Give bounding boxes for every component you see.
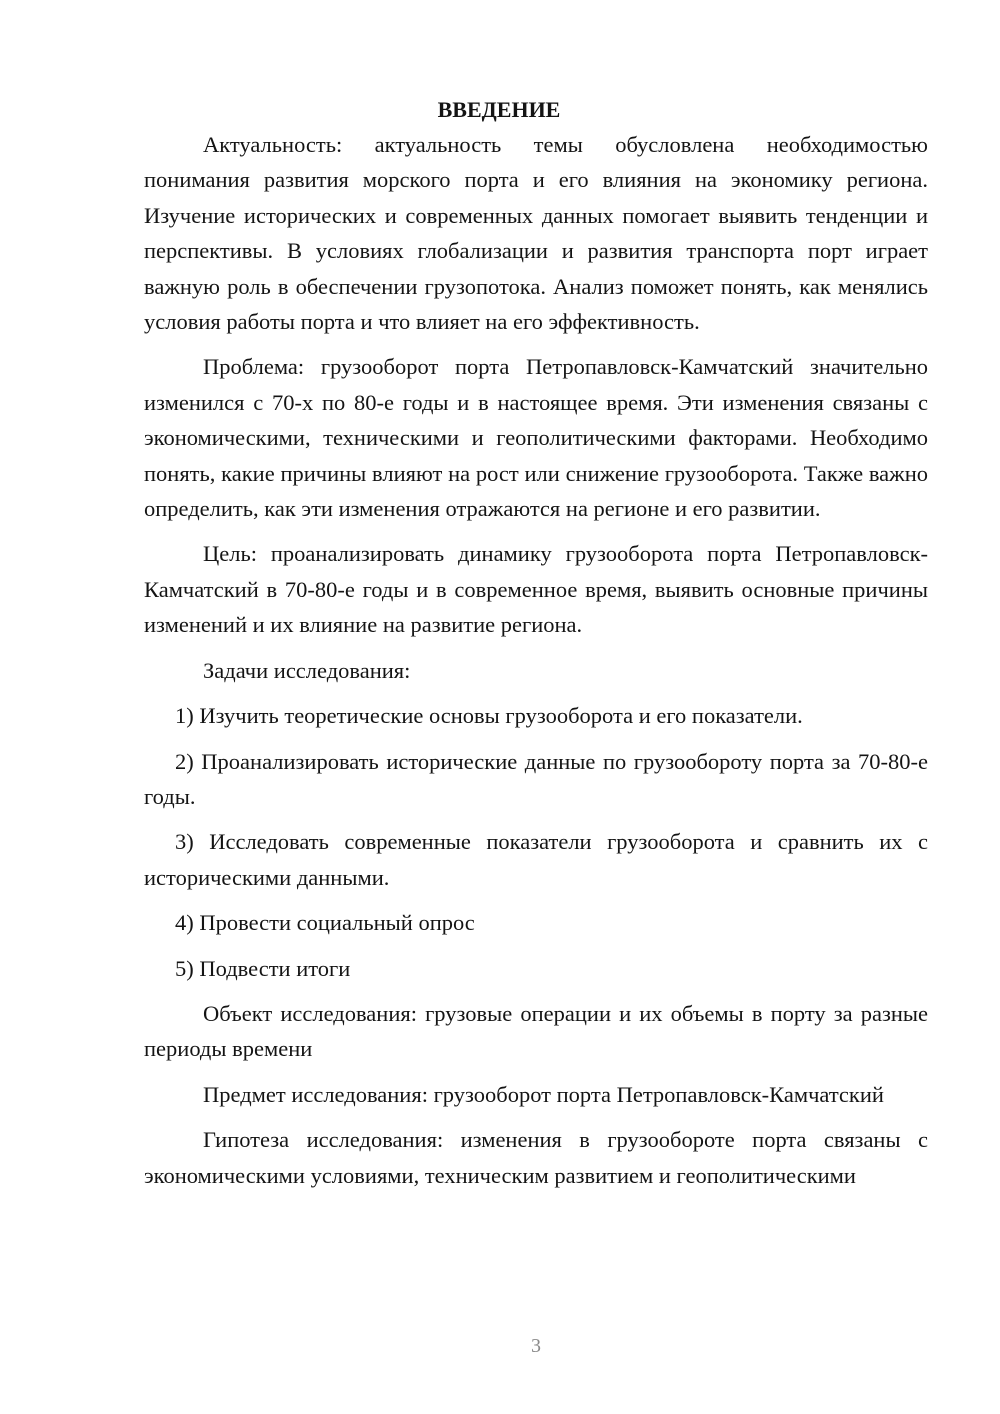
page-title: ВВЕДЕНИЕ [437,97,561,122]
page-content [144,92,928,1193]
page-number: 3 [531,1335,541,1357]
paragraph-hypothesis: Гипотеза исследования: изменения в грузообороте порта связаны с экономическими условиями, техническим развитием и геополитическими [144,1127,928,1188]
list-item-task-2: 2) Проанализировать исторические данные по грузообороту порта за 70-80-е годы. [144,748,928,809]
paragraph-relevance: Актуальность: актуальность темы обусловлена необходимостью понимания развития морского порта и его влияния на экономику региона. Изучение исторических и современных данных помогает выявить тенденции и перспективы. В условиях глобализации и развития транспорта порт играет важную роль в обеспечении грузопотока. Анализ поможет понять, как менялись условия работы порта и что влияет на его эффективность. [144,132,928,335]
list-item-task-5: 5) Подвести итоги [175,955,351,981]
list-item-task-1: 1) Изучить теоретические основы грузооборота и его показатели. [175,703,803,729]
list-item-task-3: 3) Исследовать современные показатели грузооборота и сравнить их с историческими данными. [144,829,928,890]
paragraph-goal: Цель: проанализировать динамику грузооборота порта Петропавловск-Камчатский в 70-80-е годы и в современное время, выявить основные причины изменений и их влияние на развитие региона. [144,541,928,638]
paragraph-subject: Предмет исследования: грузооборот порта Петропавловск-Камчатский [203,1081,884,1107]
paragraph-object: Объект исследования: грузовые операции и их объемы в порту за разные периоды времени [144,1000,928,1062]
list-item-task-4: 4) Провести социальный опрос [175,910,475,936]
paragraph-problem: Проблема: грузооборот порта Петропавловск-Камчатский значительно изменился с 70-х по 80-е годы и в настоящее время. Эти изменения связаны с экономическими, техническими и геополитическими факторами. Необходимо понять, какие причины влияют на рост или снижение грузооборота. Также важно определить, как эти изменения отражаются на регионе и его развитии. [144,354,928,522]
paragraph-tasks-heading: Задачи исследования: [203,657,411,683]
